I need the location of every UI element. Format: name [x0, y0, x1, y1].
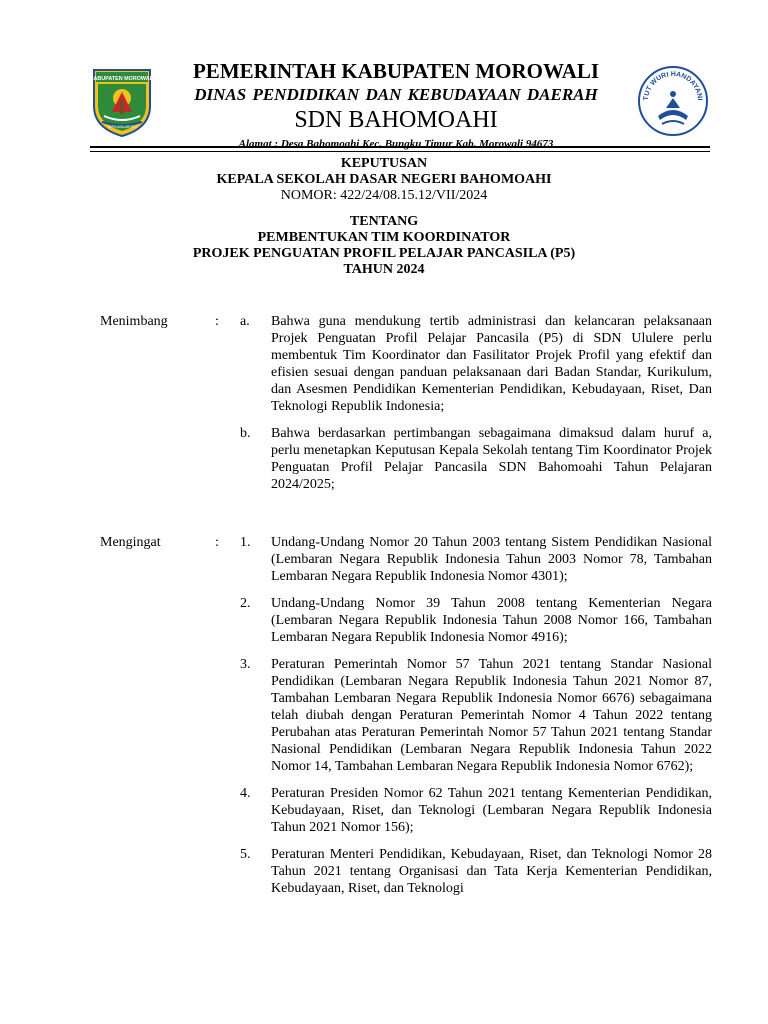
item-text: Undang-Undang Nomor 39 Tahun 2008 tentang Kementerian Negara (Lembaran Negara Republik Indonesia Tahun 2008 Nomor 166, Tambahan Lembaran Negara Republik Indonesia Nomor 4916); [271, 596, 712, 645]
letterhead-department: DINAS PENDIDIKAN DAN KEBUDAYAAN DAERAH [194, 85, 598, 104]
list-item [240, 785, 712, 836]
list-item [240, 595, 712, 646]
list-item [240, 846, 712, 897]
letterhead-government: PEMERINTAH KABUPATEN MOROWALI [192, 59, 599, 83]
title-tentang: TENTANG [349, 214, 419, 229]
item-number: 5. [240, 847, 251, 862]
letterhead-thin-rule [90, 151, 710, 152]
title-keputusan: KEPUTUSAN [340, 156, 428, 171]
item-number: 4. [240, 786, 251, 801]
tut-wuri-handayani-icon [636, 64, 710, 138]
right-logo-text: TUT WURI HANDAYANI [642, 70, 704, 101]
list-item [240, 313, 712, 415]
menimbang-label: Menimbang [100, 314, 168, 329]
item-number: 2. [240, 596, 251, 611]
letterhead [90, 56, 710, 148]
menimbang-section [100, 313, 712, 501]
item-number: b. [240, 426, 251, 441]
title-subject-2: PROJEK PENGUATAN PROFIL PELAJAR PANCASILA (P5) [192, 246, 576, 261]
title-issuer: KEPALA SEKOLAH DASAR NEGERI BAHOMOAHI [216, 172, 552, 187]
item-text: Peraturan Presiden Nomor 62 Tahun 2021 tentang Kementerian Pendidikan, Kebudayaan, Riset, dan Teknologi (Lembaran Negara Republik Indonesia Tahun 2021 Nomor 156); [271, 786, 712, 835]
mengingat-section [100, 534, 712, 905]
title-year: TAHUN 2024 [343, 262, 425, 277]
item-number: a. [240, 314, 250, 329]
mengingat-label: Mengingat [100, 535, 161, 550]
item-text: Peraturan Pemerintah Nomor 57 Tahun 2021 tentang Standar Nasional Pendidikan (Lembaran Negara Republik Indonesia Tahun 2021 Nomor 87, Tambahan Lembaran Negara Republik Indonesia Nomor 6676) sebagaimana telah diubah dengan Peraturan Pemerintah Nomor 4 Tahun 2022 tentang Perubahan atas Peraturan Pemerintah Nomor 57 Tahun 2021 tentang Standar Nasional Pendidikan (Lembaran Negara Republik Indonesia Tahun 2022 Nomor 14, Tambahan Lembaran Negara Republik Indonesia Nomor 6762); [271, 657, 712, 774]
menimbang-colon: : [215, 314, 219, 329]
decree-title-block [0, 156, 768, 278]
letterhead-thick-rule [90, 146, 710, 148]
left-logo-text: KABUPATEN MOROWALI [90, 76, 154, 82]
left-logo-bottom-text: TEPO ASA AROPU [107, 125, 137, 129]
list-item [240, 534, 712, 585]
item-text: Peraturan Menteri Pendidikan, Kebudayaan, Riset, dan Teknologi Nomor 28 Tahun 2021 tentang Organisasi dan Tata Kerja Kementerian Pendidikan, Kebudayaan, Riset, dan Teknologi [271, 847, 712, 896]
letterhead-school-name: SDN BAHOMOAHI [294, 107, 498, 133]
morowali-emblem-icon [90, 66, 154, 138]
list-item [240, 656, 712, 775]
title-number: NOMOR: 422/24/08.15.12/VII/2024 [280, 188, 488, 203]
list-item [240, 425, 712, 493]
item-text: Bahwa guna mendukung tertib administrasi dan kelancaran pelaksanaan Projek Penguatan Profil Pelajar Pancasila (P5) di SDN Ululere perlu membentuk Tim Koordinator dan Fasilitator Projek Profil yang efektif dan efisien sesuai dengan panduan pelaksanaan dari Badan Standar, Kurikulum, dan Asesmen Pendidikan Kementerian Pendidikan, Kebudayaan, Riset, Dan Teknologi Republik Indonesia; [271, 314, 712, 414]
letterhead-address: Alamat : Desa Bahomoahi Kec. Bungku Timur Kab. Morowali 94673 [238, 138, 554, 150]
item-text: Undang-Undang Nomor 20 Tahun 2003 tentang Sistem Pendidikan Nasional (Lembaran Negara Republik Indonesia Tahun 2003 Nomor 78, Tambahan Lembaran Negara Republik Indonesia Nomor 4301); [271, 535, 712, 584]
item-number: 1. [240, 535, 251, 550]
title-subject-1: PEMBENTUKAN TIM KOORDINATOR [257, 230, 511, 245]
item-text: Bahwa berdasarkan pertimbangan sebagaimana dimaksud dalam huruf a, perlu menetapkan Keputusan Kepala Sekolah tentang Tim Koordinator Projek Penguatan Profil Pelajar Pancasila SDN Bahomoahi Tahun Pelajaran 2024/2025; [271, 426, 712, 492]
item-number: 3. [240, 657, 251, 672]
mengingat-colon: : [215, 535, 219, 550]
